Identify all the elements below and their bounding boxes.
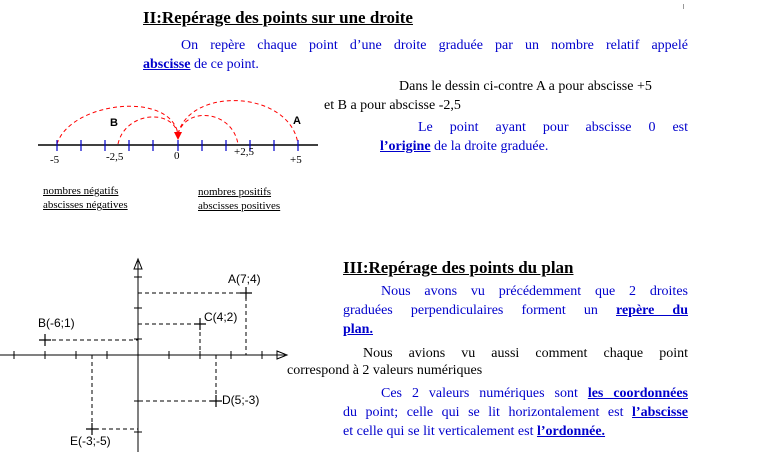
positive-numbers-label: nombres positifs bbox=[198, 186, 272, 198]
point-A-label: A(7;4) bbox=[228, 272, 261, 286]
tick-label-0: 0 bbox=[174, 150, 180, 162]
negative-abscissas-label: abscisses négatives bbox=[43, 199, 128, 211]
tick-label-minus5: -5 bbox=[50, 154, 60, 166]
point-C-label: C(4;2) bbox=[204, 310, 238, 324]
section3-number: III: bbox=[343, 258, 369, 277]
term-repere: repère du bbox=[615, 303, 689, 318]
term-origine: l’origine bbox=[380, 139, 431, 154]
section3-title: Repérage des points du plan bbox=[368, 258, 574, 277]
section2-number: II: bbox=[143, 8, 162, 27]
section2-title: Repérage des points sur une droite bbox=[161, 8, 413, 27]
section3-heading bbox=[343, 258, 574, 278]
corner-mark bbox=[683, 4, 687, 9]
arc-0-to-plus5 bbox=[178, 101, 298, 144]
term-abscisse-2: l’abscisse bbox=[632, 405, 689, 420]
tick-label-plus5: +5 bbox=[290, 154, 302, 166]
section3-para1-line2a: graduées perpendiculaires forment un bbox=[343, 303, 598, 318]
arc-0-to-plus25 bbox=[178, 115, 238, 144]
section3-para1-line3 bbox=[343, 320, 373, 339]
section2-para3-rest: de la droite graduée. bbox=[430, 139, 549, 154]
section2-para3-line2 bbox=[380, 137, 548, 156]
number-line-diagram bbox=[0, 90, 330, 180]
term-plan: plan. bbox=[343, 322, 373, 337]
tick-label-plus25: +2,5 bbox=[234, 146, 254, 158]
section3-para1-line2 bbox=[343, 301, 688, 320]
section3-para2-line2: correspond à 2 valeurs numériques bbox=[287, 363, 483, 378]
section2-para2-line2: et B a pour abscisse -2,5 bbox=[324, 98, 461, 113]
point-B-label: B bbox=[110, 117, 118, 129]
section3-para3-line1 bbox=[343, 384, 688, 403]
section2-heading bbox=[143, 8, 413, 28]
section3-para3-line1a: Ces 2 valeurs numériques sont bbox=[381, 386, 578, 401]
section3-para2-line1: Nous avions vu aussi comment chaque point bbox=[363, 346, 688, 361]
section3-para3-line3 bbox=[343, 422, 605, 441]
section2-para1-rest: de ce point. bbox=[190, 57, 259, 72]
arc-minus25-to-0 bbox=[118, 117, 178, 144]
term-ordonnee: l’ordonnée. bbox=[536, 424, 606, 439]
point-A-label: A bbox=[293, 115, 301, 127]
negative-numbers-label: nombres négatifs bbox=[43, 185, 119, 197]
term-abscisse: abscisse bbox=[143, 57, 191, 72]
point-D-label: D(5;-3) bbox=[222, 393, 260, 407]
section2-para1-line1: On repère chaque point d’une droite graduée par un nombre relatif appelé bbox=[181, 38, 688, 53]
point-D-marker bbox=[210, 395, 222, 407]
point-A-marker bbox=[240, 287, 252, 299]
point-B-label: B(-6;1) bbox=[38, 316, 75, 330]
coordinate-plane-diagram bbox=[0, 255, 290, 454]
point-B-marker bbox=[39, 334, 51, 346]
tick-label-minus25: -2,5 bbox=[106, 151, 124, 163]
section3-para3-line3a: et celle qui se lit verticalement est bbox=[343, 424, 534, 439]
section2-para2-line1: Dans le dessin ci-contre A a pour abscisse +5 bbox=[399, 79, 652, 94]
term-coordonnees: les coordonnées bbox=[587, 386, 688, 401]
arrow-head-origin bbox=[174, 132, 182, 140]
section3-para1-line1: Nous avons vu précédemment que 2 droites bbox=[381, 284, 688, 299]
section3-para3-line2a: du point; celle qui se lit horizontalement est bbox=[343, 405, 624, 420]
section3-para3-line2 bbox=[343, 403, 688, 422]
positive-abscissas-label: abscisses positives bbox=[198, 200, 281, 212]
section2-para1-line2 bbox=[143, 55, 259, 74]
point-E-label: E(-3;-5) bbox=[70, 434, 111, 448]
section2-para3-line1: Le point ayant pour abscisse 0 est bbox=[418, 120, 688, 135]
